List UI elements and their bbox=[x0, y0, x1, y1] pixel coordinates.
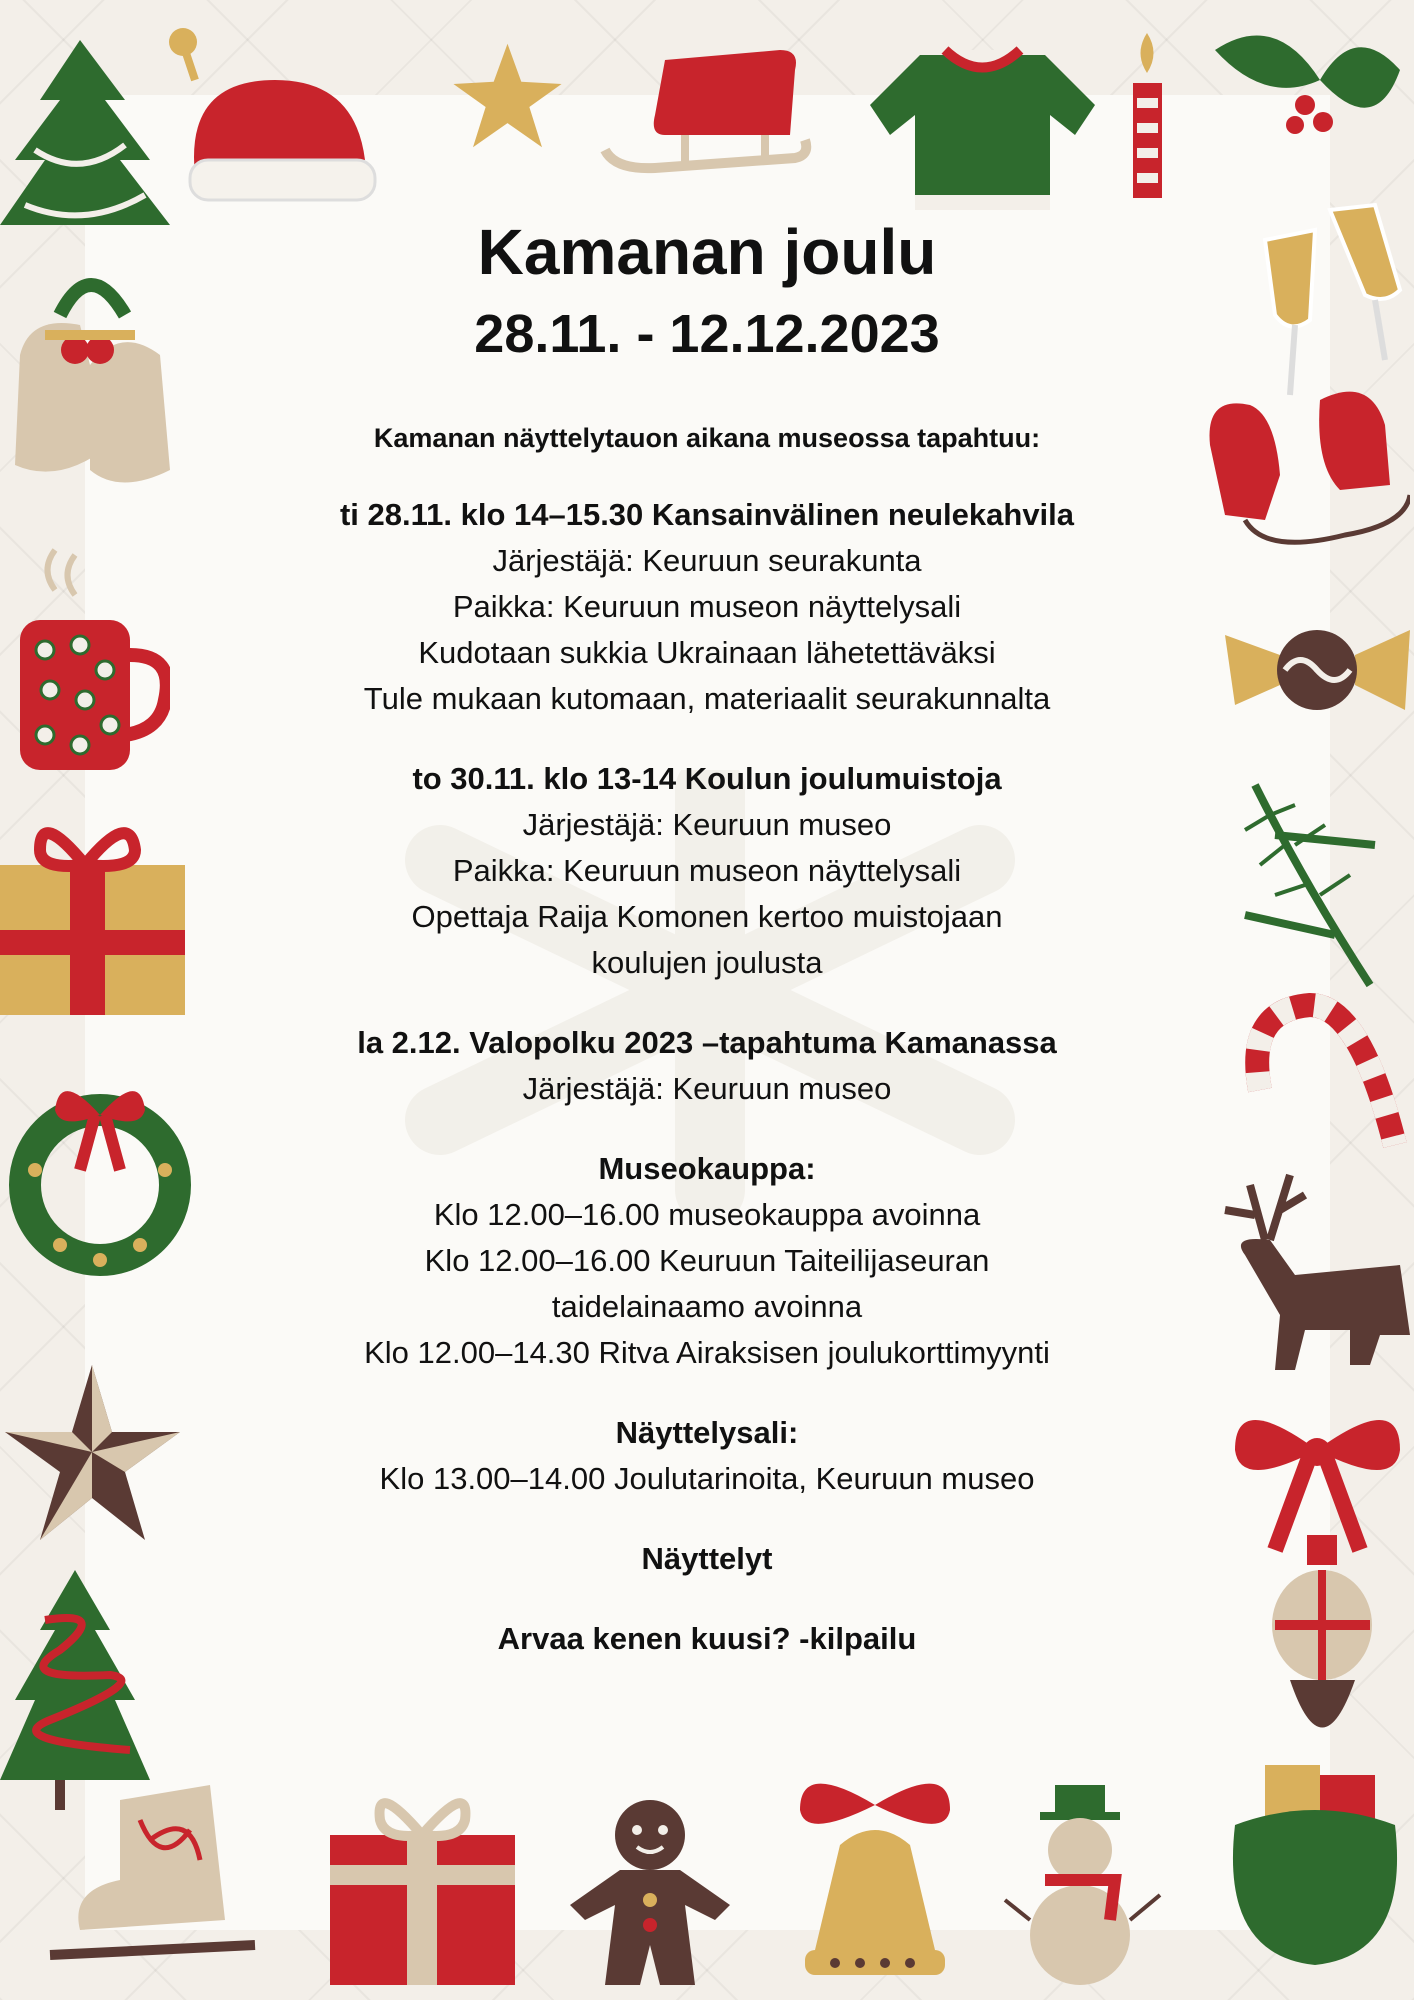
intro-text: Kamanan näyttelytauon aikana museossa tapahtuu: bbox=[373, 423, 1041, 453]
candy-icon bbox=[1225, 610, 1410, 720]
bells-icon bbox=[0, 255, 185, 495]
gift-icon bbox=[0, 810, 185, 1020]
event-line: Klo 12.00–16.00 museokauppa avoinna bbox=[433, 1197, 981, 1232]
section-heading: Museokauppa: bbox=[598, 1151, 816, 1186]
event-light-path bbox=[200, 1020, 1214, 1112]
contest-section bbox=[200, 1616, 1214, 1662]
golden-bell-icon bbox=[785, 1755, 965, 1990]
sweater-icon bbox=[860, 25, 1105, 215]
ornament-icon bbox=[1265, 1525, 1380, 1770]
event-line: koulujen joulusta bbox=[591, 945, 823, 980]
event-line: Opettaja Raija Komonen kertoo muistojaan bbox=[411, 899, 1003, 934]
event-line: Klo 13.00–14.00 Joulutarinoita, Keuruun museo bbox=[379, 1461, 1035, 1496]
holly-icon bbox=[1195, 10, 1405, 175]
ice-skate-icon bbox=[40, 1780, 265, 1980]
poster-content bbox=[200, 210, 1214, 1662]
event-line: Paikka: Keuruun museon näyttelysali bbox=[452, 589, 962, 624]
mittens-icon bbox=[1195, 375, 1410, 560]
event-line: Paikka: Keuruun museon näyttelysali bbox=[452, 853, 962, 888]
mug-icon bbox=[5, 540, 170, 775]
pine-branch-icon bbox=[1235, 775, 1395, 990]
museum-shop-section bbox=[200, 1146, 1214, 1376]
contest-heading: Arvaa kenen kuusi? -kilpailu bbox=[497, 1621, 917, 1656]
event-line: Tule mukaan kutomaan, materiaalit seurakunnalta bbox=[363, 681, 1051, 716]
gift-box-icon bbox=[325, 1780, 520, 1990]
event-heading: ti 28.11. klo 14–15.30 Kansainvälinen neulekahvila bbox=[339, 497, 1075, 532]
section-heading: Näyttelysali: bbox=[615, 1415, 799, 1450]
decorated-tree-icon bbox=[0, 1550, 155, 1815]
event-dates: 28.11. - 12.12.2023 bbox=[474, 304, 940, 364]
event-line: Klo 12.00–16.00 Keuruun Taiteilijaseuran bbox=[424, 1243, 990, 1278]
reindeer-icon bbox=[1210, 1165, 1410, 1375]
exhibitions-heading: Näyttelyt bbox=[641, 1541, 773, 1576]
event-line: taidelainaamo avoinna bbox=[551, 1289, 863, 1324]
star-ornament-icon bbox=[0, 1360, 185, 1545]
exhibitions-section bbox=[200, 1536, 1214, 1582]
gingerbread-man-icon bbox=[565, 1795, 735, 1990]
event-line: Kudotaan sukkia Ukrainaan lähetettäväksi bbox=[418, 635, 996, 670]
christmas-tree-icon bbox=[0, 30, 175, 245]
snowman-icon bbox=[1000, 1780, 1165, 1990]
event-line: Järjestäjä: Keuruun museo bbox=[522, 807, 892, 842]
event-line: Järjestäjä: Keuruun seurakunta bbox=[492, 543, 922, 578]
star-icon bbox=[450, 38, 565, 153]
event-line: Klo 12.00–14.30 Ritva Airaksisen joulukorttimyynti bbox=[364, 1335, 1050, 1370]
candle-icon bbox=[1125, 28, 1170, 203]
event-heading: la 2.12. Valopolku 2023 –tapahtuma Kamanassa bbox=[357, 1025, 1057, 1060]
exhibition-hall-section bbox=[200, 1410, 1214, 1502]
event-knitting-cafe bbox=[200, 492, 1214, 722]
santa-hat-icon bbox=[165, 20, 385, 210]
event-line: Järjestäjä: Keuruun museo bbox=[522, 1071, 892, 1106]
event-heading: to 30.11. klo 13-14 Koulun joulumuistoja bbox=[412, 761, 1002, 796]
sled-icon bbox=[595, 40, 815, 185]
page-title: Kamanan joulu bbox=[477, 216, 937, 288]
gift-sack-icon bbox=[1215, 1755, 1410, 1970]
event-school-memories bbox=[200, 756, 1214, 986]
candy-cane-icon bbox=[1235, 990, 1410, 1150]
wreath-icon bbox=[0, 1060, 200, 1285]
